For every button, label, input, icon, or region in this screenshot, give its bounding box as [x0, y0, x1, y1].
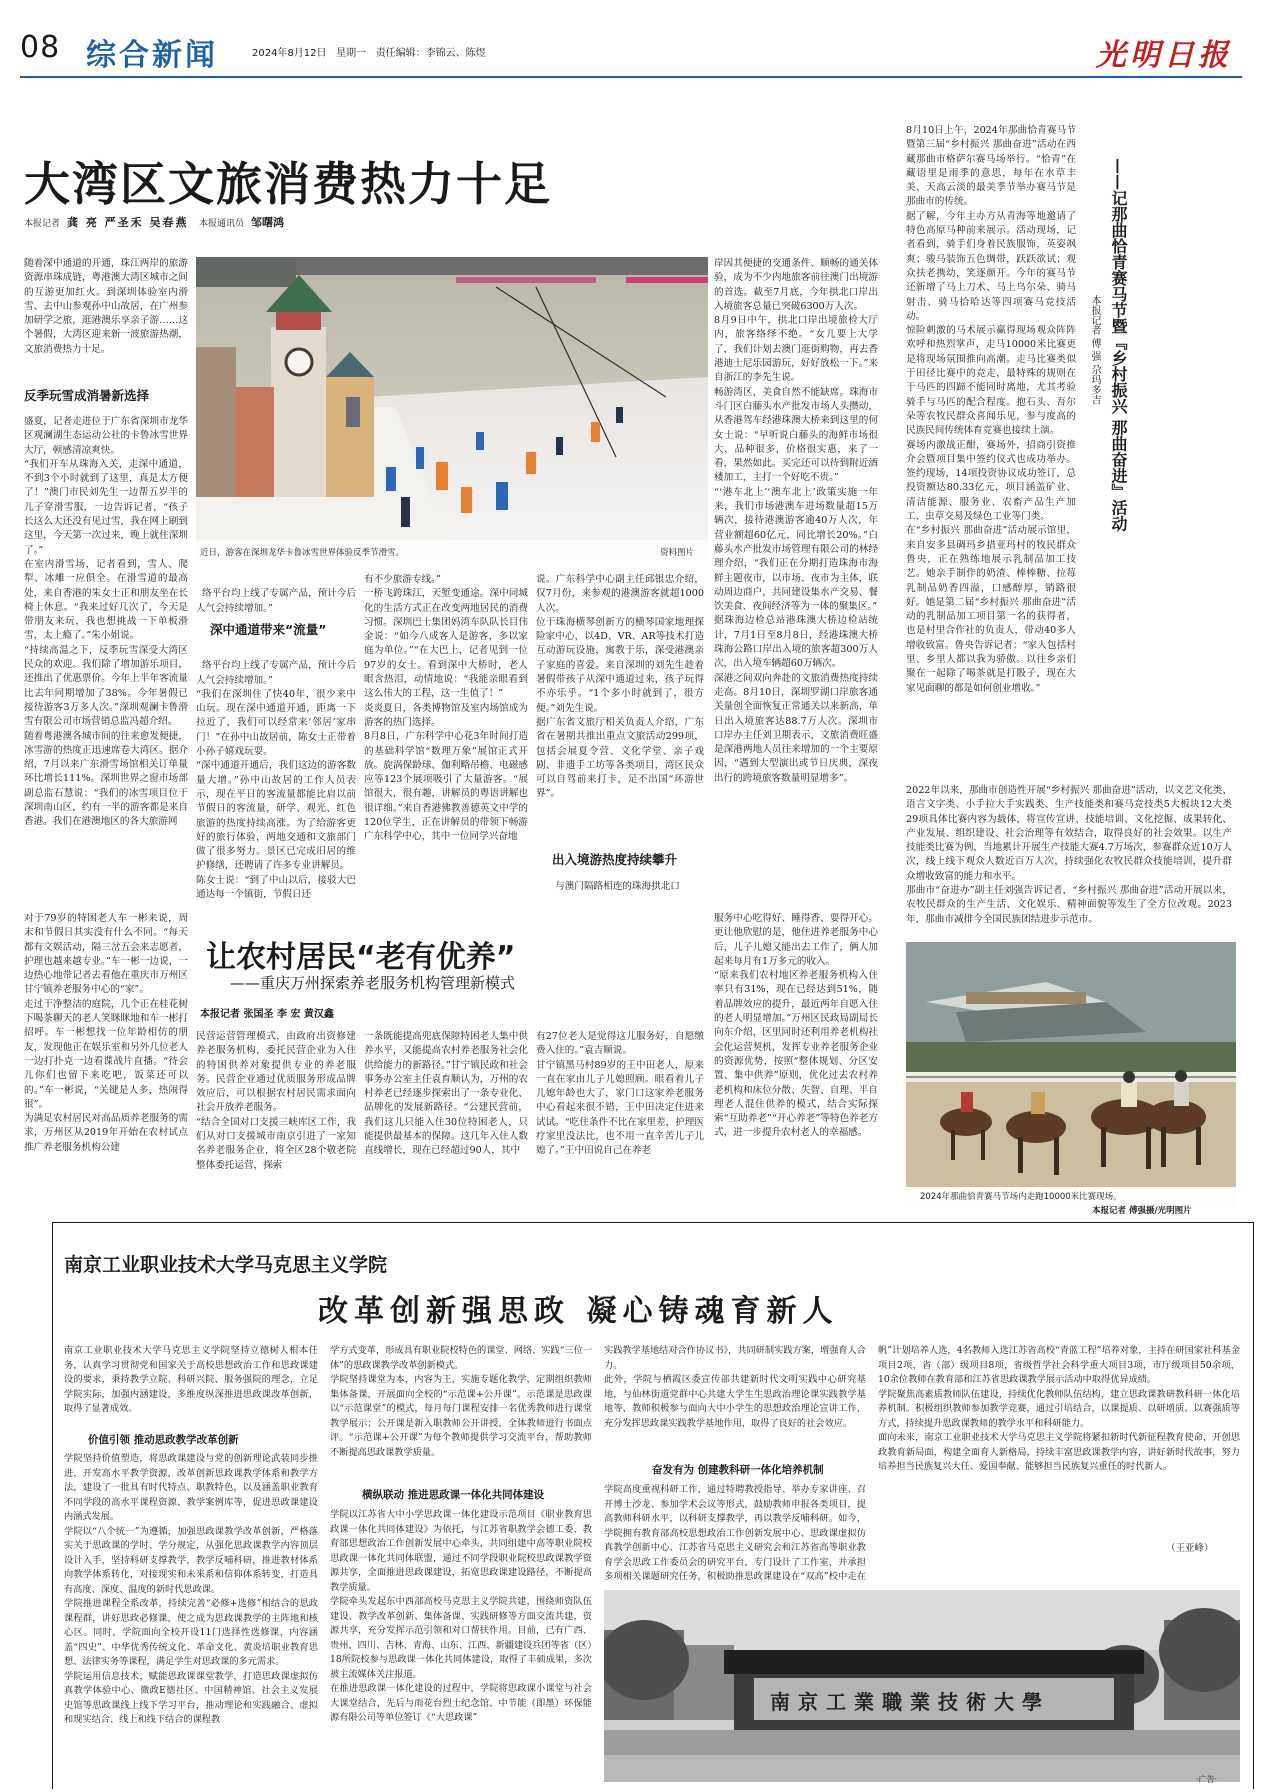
section-title: 综合新闻: [86, 38, 218, 73]
horse-race-photo: [906, 942, 1236, 1207]
ad-mark: ·广告·: [1196, 1775, 1218, 1784]
ad-col2: 学方式变革，形成具有职业院校特色的课堂、网络、实践“三位一体”的思政课教学改革创新模式。 学院坚持课堂为本，内容为王，实施专题化教学，定期组织教师集体备课，开展面向全校的“示范课+公开课”。示范课是思政课以“示范课堂”的模式，每月每门课程安排一名优秀教师进行课堂教学展示；公开课是新入职教师公开讲授，全体教师进行书面点评。“示范课+公开课”为每个教师提供学习交流平台，帮助教师不断提高思政课教学质量。: [330, 1345, 592, 1458]
article1-col5: 岸因其便捷的交通条件、顺畅的通关体验，成为不少内地旅客前往澳门出境游的首选。截至7月底，今年拱北口岸出入境旅客总量已突破6300万人次。 8月9日中午，拱北口岸出境旅检大厅内，旅客络绎不绝。“女儿要上大学了，我们计划去澳门逛街购物，再去香港迪士尼乐园游玩，好好放松一下。”来自浙江的李先生说。 畅游湾区，美食自然不能缺席。珠海市斗门区白藤头水产批发市场人头攒动，从香港驾车经港珠澳大桥来到这里的何女士说：“早听说白藤头的海鲜市场很大，品种很多，价格很实惠，来了一看，果然如此。买完还可以待到附近酒楼加工，主打一个好吃不贵。” “‘港车北上’‘澳车北上’政策实施一年来，我们市场港澳车进场数量超15万辆次，接待港澳游客逾40万人次，年营业额超60亿元，同比增长20%。”白藤头水产批发市场管理有限公司的林经理介绍，“我们正在分期打造珠海市海鲜主题夜市，以市场、夜市为主体，联动周边商户，共同建设集水产交易、餐饮美食、夜间经济等为一体的聚集区。” 据珠海边检总站港珠澳大桥边检站统计，7月1日至8月8日，经港珠澳大桥珠海公路口岸出入境的旅客超300万人次，出入境车辆超60万辆次。 深港之间双向奔赴的文旅消费热度持续走高。8月10日，深圳罗湖口岸旅客通关量创全面恢复正常通关以来新高，单日出入境旅客达88.7万人次。深圳市口岸办主任刘卫期表示，文旅消费旺盛是深港两地人员往来增加的一个主要原因，“遇到大型演出或节日庆典，深夜出行的跨境旅客数量明显增多”。: [714, 258, 878, 784]
editors: 责任编辑：李锦云、陈煜: [375, 48, 486, 59]
weekday: 星期一: [336, 48, 367, 59]
ad-col4: 帆”计划培养人选，4名教师入选江苏省高校“青蓝工程”培养对象，主持在研国家社科基金项目2项，省（部）级项目8项，省级哲学社会科学重大项目3项，市厅级项目50余项，10余位教师在教育部和江苏省思政课教学展示活动中取得优异成绩。 学院聚焦高素质教师队伍建设，持续优化教师队伍结构，建立思政课教研教科研一体化培养机制。积极组织教师参加教学竞赛，通过引培结合，以课提质、以研增质、以赛强质等方式，持续提升思政课教师的教学水平和科研能力。 面向未来，南京工业职业技术大学马克思主义学院将紧扣新时代新征程教育使命，开创思政教育新局面，构建全面育人新格局，持续丰富思政课教学内容，讲好新时代故事，努力培养担当民族复兴大任、爱国奉献、能够担当民族复兴重任的时代新人。: [878, 1345, 1240, 1472]
article1-sub3: 出入境游热度持续攀升: [552, 852, 678, 867]
article3-col3: 一条既能提高兜底保障特困老人集中供养水平，又能提高农村养老服务社会化供给能力的新路径。”甘宁镇民政和社会事务办公室主任袁育顺认为，万州的农村养老已经逐步探索出了一条专业化、品牌化的发展新路径。“公建民营前，我们这儿只能入住30位特困老人，只能提供最基本的保障。这几年入住人数直线增长，现在已经超过90人，其中: [364, 1031, 528, 1157]
article1-col3: 有不少旅游专线。” 一桥飞跨珠江，天堑变通途。深中同城化的生活方式正在改变两地居民的消费习惯。深圳巴士集团妈湾车队队长目伟金说：“如今八成客人是游客，多以家庭为单位。”“在大巴上，记者见到一位97岁的女士。看到深中大桥时，老人眼含热泪，动情地说：“我能亲眼看到这么伟大的工程，这一生值了！” 炎炎夏日，各类博物馆及室内场馆成为游客的热门选择。 8月8日，广东科学中心花3年时间打造的基础科学馆“数理万象”展馆正式开放。旋涡保龄球、伽利略吊檐、电磁感应等123个展项吸引了大量游客。“展馆很大，很有趣，讲解员的粤语讲解也很详细。”来自香港佛教善德英文中学的120位学生，正在讲解员的带领下畅游广东科学中心，其中一位同学兴奋地: [364, 574, 528, 843]
article1-col1-intro: 随着深中通道的开通，珠江两岸的旅游资源串珠成链，粤港澳大湾区城市之间的互游更加红火。到深圳体验室内滑雪、去中山参观孙中山故居，在广州参加研学之旅，逛港澳乐享亲子游……这个暑假，大湾区迎来新一波旅游热潮，文旅消费热力十足。: [24, 258, 188, 355]
article3-subhead: ——重庆万州探索养老服务机构管理新模式: [230, 974, 516, 992]
article1-col4: 说。广东科学中心副主任邱银忠介绍，仅7月份，来参观的港澳游客就超1000人次。 位于珠海横琴创新方的横琴国家地理探险家中心，以4D、VR、AR等技术打造互动游玩设施，寓教于乐，深受港澳亲子家庭的喜爱。来自深圳的刘先生趁着暑假带孩子从深中通道过来，孩子玩得不亦乐乎。“1个多小时就到了，很方便。”刘先生说。 据广东省文旅厅相关负责人介绍，广东省在暑期共推出重点文旅活动299项，包括会展夏令营、文化学堂、亲子戏剧、非遗手工坊等各类项目，湾区民众可以自驾前来打卡，足不出国“环游世界”。: [536, 574, 704, 800]
article1-sub1: 反季玩雪成消暑新选择: [24, 388, 150, 403]
article2-col2-wide: 2022年以来，那曲市创造性开展“乡村振兴 那曲奋进”活动，以文艺文化类、语言文字类、小手拉大手实践类、生产技能类和赛马竞技类5大板块12大类29项具体比赛内容为载体，将宣传宣讲、技能培训、文化挖掘、成果转化、产业发展、组织建设、社会治理等有效结合，取得良好的社会效果。以生产技能类比赛为例，当地累计开展生产技能大赛4.7万场次，参赛群众近10万人次，线上线下观众人数近百万人次，持续强化农牧民群众技能培训，提升群众增收致富的能力和水平。 那曲市“奋进办”副主任刘强告诉记者，“乡村振兴 那曲奋进”活动开展以来，农牧民群众的生产生活、文化娱乐、精神面貌等发生了全方位改观。2023年，那曲市减排今全国民族团结进步示范市。: [906, 785, 1232, 925]
ad-sub2: 横纵联动 推进思政课一体化共同体建设: [362, 1489, 545, 1501]
article2-col1: 8月10日上午，2024年那曲恰青赛马节暨第三届“乡村振兴 那曲奋进”活动在西藏那曲市格萨尔赛马场举行。“恰青”在藏语里是雨季的意思，每年在水草丰美、天高云淡的最美季节举办赛马节是那曲市的传统。 据了解，今年主办方从青海等地邀请了特色高原马种前来展示。活动现场，记者看到，骑手们身着民族服饰，英姿飒爽；骏马装饰五色绸带，跃跃欲试；观众扶老携幼，笑逐颜开。今年的赛马节还新增了马上刀术、马上乌尔朵、骑马射击、骑马拾哈达等四项赛马竞技活动。 惊险刺激的马术展示赢得现场观众阵阵欢呼和热烈掌声，走马10000米比赛更是将现场氛围推向高潮。走马比赛类似于田径比赛中的竞走，最特殊的规则在于马匹的四蹄不能同时离地，尤其考验骑手与马匹的配合程度。抱石头、吾尔朵等农牧民群众喜闻乐见，参与度高的民族民间传统体育竞赛也接续上演。 赛场内激战正酣，赛场外，招商引资推介会暨项目集中签约仪式也成功举办。签约现场，14项投资协议成功签订，总投资额达80.33亿元，项目涵盖矿业、清洁能源、服务业、农畜产品生产加工、虫草交易及绿色工业等门类。 在“乡村振兴 那曲奋进”活动展示馆里，来自安多县碉玛乡措亚玛村的牧民群众鲁央，正在熟练地展示乳制品加工技艺。她亲手制作的奶渣、棒棒糖、拉莓乳制品奶香四溢，口感醇厚，销路很好。她是第二届“乡村振兴 那曲奋进”活动的乳制品加工项目第一名的获得者，也是村里合作社的负责人，带动40多人增收致富。鲁央告诉记者：“家人包括村里、乡里人都以我为骄傲。以往乡亲们聚在一起除了喝茶就是打骰子，现在大家见面聊的都是如何创业增收。”: [906, 125, 1076, 694]
byline-prefix2: 本报通讯员: [199, 219, 245, 229]
ad-headline: 改革创新强思政 凝心铸魂育新人: [318, 1294, 839, 1329]
ad-author: （王亚峰）: [1166, 1543, 1214, 1554]
article2-byline: 本报记者 傅 强 尕玛多吉: [1089, 295, 1100, 405]
ad-sub3: 奋发有为 创建教科研一体化培养机制: [652, 1464, 824, 1476]
article3-col1: 对于79岁的特困老人车一彬来说，周末和节假日其实没有什么不同。“每天都有文娱活动，隔三岔五会来志愿者，护理也越来越专业。”车一彬一边说，一边热心地带记者去看他在重庆市万州区甘宁镇养老服务中心的“家”。 走过干净整洁的庭院，几个正在桂花树下喝茶聊天的老人笑眯眯地和车一彬打招呼。车一彬想找一位年龄相仿的朋友，发现他正在娱乐室和另外几位老人一边打扑克一边看谍战片直播。“待会儿你们也留下来吃吧，饭菜还可以的。”车一彬说，“关键是人多，热闹得很”。 为满足农村居民对高品质养老服务的需求，万州区从2019年开始在农村试点推广养老服务机构公建: [24, 913, 188, 1153]
article1-col4b: 与澳门隔路相连的珠海拱北口: [555, 881, 680, 892]
header-date: [252, 44, 486, 59]
masthead-rule: [20, 76, 1242, 78]
paper-logo: 光明日报: [1096, 38, 1232, 73]
article1-col2-body: [196, 645, 356, 912]
article3-headline: 让农村居民“老有优养”: [206, 940, 516, 975]
article1-byline: [24, 214, 284, 230]
article1-sub2: 深中通道带来“流量”: [210, 622, 327, 637]
byline-prefix: 本报记者: [24, 219, 61, 229]
article3-col4: 有27位老人是觉得这儿服务好，自愿缴费入住的。”袁吉顺说。 甘宁镇黑马村89岁的王中田老人，原来一直在家由儿子儿媳照顾。眼看着儿子儿媳年龄也大了，家门口这家养老服务中心看起来很不错，王中田决定住进来试试。“吃住条件不比在家里差，护理医疗家里没法比，也不用一直辛苦儿子儿媳了。”王中田说自己在养老: [536, 1031, 704, 1157]
ad-col1-body: 学院坚持价值塑造，将思政课建设与党的创新理论武装同步推进，开发高水平教学资源，改革创新思政课教学体系和教学方法，建设了一批具有时代特点、职教特色，以及涵盖职业教育不同学段的高水平课程资源、教学案例库等，促进思政课建设内涵式发展。 学院以“八个统一”为遵循，加强思政课教学改革创新，严格落实关于思政课的学时、学分规定，从强化思政课教学内容顶层设计入手，坚持科研支撑教学，教学反哺科研，推进教材体系向教学体系转化，对接现实和未来系和信仰体系转变，打造具有高度、深度、温度的新时代思政课。 学院推进课程全系改革，持续完善“必修+选修”相结合的思政课程群，讲好思政必修课，使之成为思政课教学的主阵地和核心区。同时，学院面向全校开设11门选择性选修课，内容涵盖“四史”、中华优秀传统文化、革命文化、黄炎培职业教育思想、法律实务等课程，满足学生对思政课的多元需求。 学院运用信息技术，赋能思政课课堂教学，打造思政课虚拟仿真教学体验中心、微政E德社区、中国精神馆、社会主义发展史馆等思政课线上线下学习平台，推动理论和实践融合、虚拟和现实结合、线上和线下结合的课程教: [64, 1453, 318, 1725]
ad-col2-body: 学院以江苏省大中小学思政课一体化建设示范项目《职业教育思政课一体化共同体建设》为依托，与江苏省职教学会德工委、教育部思想政治工作创新发展中心牵头，共同组建中高等职业院校思政课一体化共同体联盟，通过不同学段职业院校思政课教学资源共享，全面推进思政课建设，拓宽思政课建设路径，不断提高教学质量。 学院牵头发起东中西部高校马克思主义学院共建，围绕师资队伍建设、教学改革创新、集体备课、实践研修等方面交流共建，资源共享，充分发挥示范引领和对口帮扶作用。目前，已有广西、贵州、四川、吉林、青海、山东、江西、新疆建设兵团等省（区）18所院校参与思政课一体化共同体建设，取得了丰硕成果，多次被主流媒体关注报道。 在推进思政课一体化建设的过程中，学院将思政课小课堂与社会大课堂结合，先后与雨花台烈士纪念馆、中节能（即墨）环保能源有限公司等单位签订《“大思政课”: [330, 1509, 592, 1723]
ski-photo-credit: 资料图片: [660, 548, 695, 558]
ski-photo-caption: 近日，游客在深圳龙华卡鲁冰雪世界体验反季节滑雪。: [200, 548, 405, 558]
ad-sub1: 价值引领 推动思政教学改革创新: [88, 1434, 239, 1446]
ad-institution: 南京工业职业技术大学马克思主义学院: [64, 1254, 388, 1276]
article1-col2-text: 络平台均上线了专属产品，预计今后人气会持续增加。” “我们在深圳住了快40年，很少来中山玩。现在深中通道开通，距离一下拉近了，我们可以经常来‘邻居’家串门！”在孙中山故居前，陈女士正带着小孙子嬉戏玩耍。 “深中通道开通后，我们这边的游客数量大增。”孙中山故居的工作人员表示，现在平日的客流量都能比肩以前节假日的客流量，研学、观光、红色旅游的热度持续高涨。为了给游客更好的旅行体验，两地交通和文旅部门做了很多努力。景区已完成旧居的维护修缮，还聘请了许多专业讲解员。 陈女士说：“到了中山以后，接驳大巴通达每一个镇街，节假日还: [196, 660, 356, 901]
article1-col2-top: [196, 573, 356, 613]
article3-col5: 服务中心吃得好、睡得香、耍得开心。更让他欣慰的是，他住进养老服务中心后，儿子儿媳又能出去工作了，俩人加起来每月有1万多元的收入。 “原来我们农村地区养老服务机构入住率只有31%，现在已经达到51%，随着品牌效应的提升，最近两年自愿入住的老人明显增加。”万州区民政局副局长向东介绍，区里同时还利用养老机构社会化运营契机，发挥专业养老服务企业的资源优势，按照“整体规划、分区安置、集中供养”原则，优化过去农村养老机构和床位分散、失智、自理、半自理老人混住供养的模式，结合实际探索“互助养老”“开心养老”等特色养老方式，进一步提升农村老人的幸福感。: [714, 913, 878, 1139]
page-number: 08: [20, 30, 61, 65]
date: 2024年8月12日: [252, 48, 327, 59]
article3-col2: 民营运营管理模式，由政府出资修建养老服务机构，委托民营企业为入住的特困供养对象提供专业的养老服务。民营企业通过优质服务形成品牌效应后，可以根据农村居民需求面向社会开放养老服务。 “结合全国对口支援三峡库区工作，我们从对口支援城市南京引进了一家知名养老服务企业，将全区28个敬老院整体委托运营，探索: [196, 1031, 356, 1171]
campus-gate-sign: 南京工業職業技術大學: [770, 1690, 1050, 1714]
byline-correspondent: 邹曙鸿: [251, 216, 285, 229]
article3-byline: 本报记者 张国圣 李 宏 黄汉鑫: [200, 1009, 334, 1020]
article1-col2-lead: 络平台均上线了专属产品，预计今后人气会持续增加。”: [196, 588, 356, 613]
horse-photo-credit: 本报记者 傅强摄/光明图片: [1092, 1206, 1192, 1216]
ski-photo: [196, 257, 708, 560]
ad-col1-intro: 南京工业职业技术大学马克思主义学院坚持立德树人根本任务，认真学习贯彻党和国家关于高校思想政治工作和思政课建设的要求，秉持教学立院、科研兴院、服务强院的理念，立足学院实际，加强内涵建设，多维度纵深推进思政课改革创新，取得了显著成效。: [64, 1345, 318, 1414]
article1-col1-body: 盛夏，记者走进位于广东省深圳市龙华区观澜湖生态运动公社的卡鲁冰雪世界大厅，顿感清凉爽快。 “我们开车从珠海入关，走深中通道，不到3个小时就到了这里，真是太方便了！”澳门市民刘先生一边帮五岁半的儿子穿滑雪服，一边告诉记者，“孩子长这么大还没有见过雪，我在网上刷到这里，今天第一次过来，晚上就住深圳了。” 在室内滑雪场，记者看到，雪人、爬犁、冰雕一应俱全。在滑雪道的最高处，来自香港的朱女士正和朋友坐在长椅上休息。“我来过好几次了，今天是带朋友来玩，我也想挑战一下单板滑雪，太上瘾了。”朱小姐说。 “持续高温之下，反季玩雪深受大湾区民众的欢迎。我们除了增加游乐项目，还推出了优惠票价。今年上半年客流量比去年同期增加了38%。今年暑假已接待游客3万多人次。”深圳观澜卡鲁滑雪有限公司市场营销总监冯超介绍。 随着粤港澳各城市间的往来愈发便捷，冰雪游的热度正迅速席卷大湾区。据介绍，7月以来广东滑雪场馆相关订单量环比增长111%。深圳世界之窗市场部副总监石慧说：“我们的冰雪项目位于深圳南山区，约有一半的游客都是来自香港。我们在港澳地区的各大旅游网: [24, 416, 188, 828]
byline-reporters: 龚 亮 严圣禾 吴春燕: [67, 216, 189, 229]
ad-col3-body: 学院高度重视科研工作，通过特聘教授指导、举办专家讲座、召开博士沙龙、参加学术会议等形式，鼓励教师申报各类项目，提高教师科研水平，以科研支撑教学，再以教学反哺科研。如今，学院拥有教育部高校思想政治工作创新发展中心、思政课虚拟仿真教学创新中心、江苏省马克思主义研究会和江苏省高等职业教育学会思政工作委员会的研究平台，专门设计了工作室，并承担多项相关课题研究任务，积极助推思政课建设在“双高”校中走在: [604, 1484, 866, 1582]
article1-headline: 大湾区文旅消费热力十足: [24, 157, 552, 211]
horse-photo-caption: 2024年那曲恰青赛马节场内走跑10000米比赛现场。: [920, 1192, 1122, 1202]
article2-subhead: ——记那曲恰青赛马节暨『乡村振兴 那曲奋进』活动: [1109, 158, 1128, 532]
ad-col3: 实践教学基地结对合作协议书》，共同研制实践方案，增强育人合力。 此外，学院与栖霞区委宣传部共建新时代文明实践中心研究基地，与仙林街道党群中心共建大学生生思政治理论课实践教学基地等，教师积极参与面向大中小学生的思想政治理论宣讲工作，充分发挥思政课实践教学基地作用，取得了良好的社会效应。: [604, 1345, 866, 1429]
